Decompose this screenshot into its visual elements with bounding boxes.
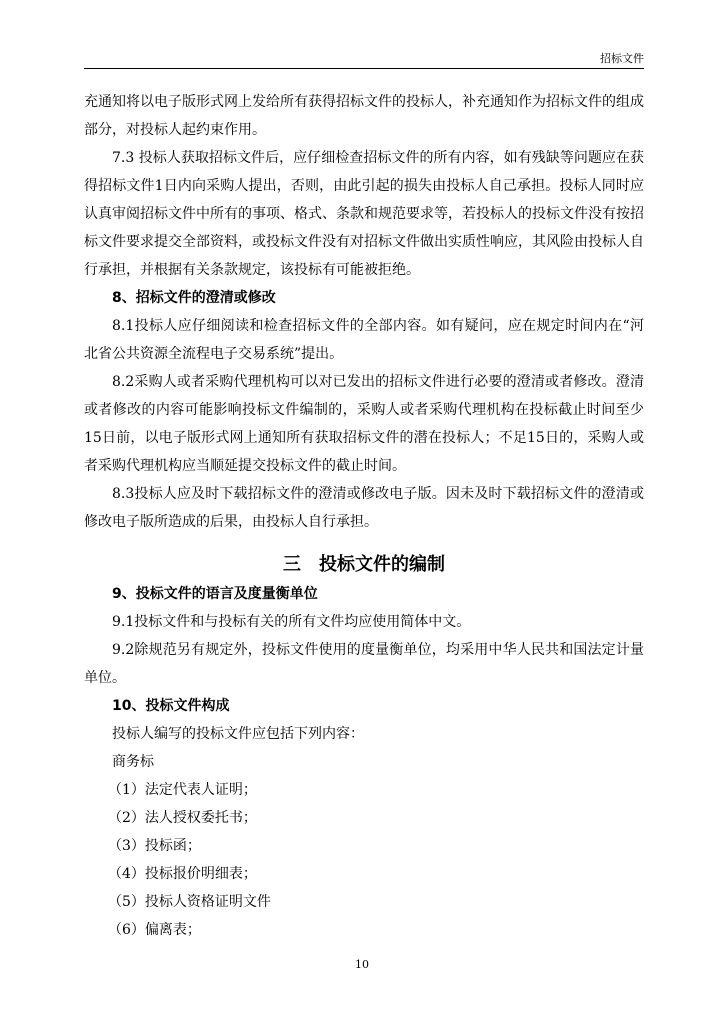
header-title: 招标文件 bbox=[600, 52, 644, 65]
list-item: （2）法人授权委托书； bbox=[108, 810, 257, 826]
paragraph-9-1: 9.1投标文件和与投标有关的所有文件均应使用简体中文。 bbox=[112, 614, 471, 630]
paragraph-7-3: 7.3 投标人获取招标文件后，应仔细检查招标文件的所有内容，如有残缺等问题应在获得招标文件1日内向采购人提出，否则，由此引起的损失由投标人自己承担。投标人同时应认真审阅招标文件中所有的事项、格式、条款和规范要求等，若投标人的投标文件没有按招标文件要求提交全部资料，或投标文件没有对招标文件做出实质性响应，其风险由投标人自行承担，并根据有关条款规定，该投标有可能被拒绝。 bbox=[84, 150, 644, 278]
paragraph-10-intro: 投标人编写的投标文件应包括下列内容： bbox=[112, 726, 364, 742]
paragraph-8-3: 8.3投标人应及时下载招标文件的澄清或修改电子版。因未及时下载招标文件的澄清或修改电子版所造成的后果，由投标人自行承担。 bbox=[84, 486, 644, 530]
paragraph-8-2: 8.2采购人或者采购代理机构可以对已发出的招标文件进行必要的澄清或者修改。澄清或者修改的内容可能影响投标文件编制的，采购人或者采购代理机构在投标截止时间至少15日前，以电子版形式网上通知所有获取招标文件的潜在投标人；不足15日的，采购人或者采购代理机构应当顺延提交投标文件的截止时间。 bbox=[84, 374, 644, 474]
paragraph-business-bid: 商务标 bbox=[112, 754, 154, 770]
chapter-title: 三 投标文件的编制 bbox=[283, 554, 445, 575]
section-heading-9: 9、投标文件的语言及度量衡单位 bbox=[112, 586, 318, 602]
list-item: （5）投标人资格证明文件 bbox=[108, 894, 271, 910]
list-item: （4）投标报价明细表； bbox=[108, 866, 257, 882]
list-item: （1）法定代表人证明； bbox=[108, 782, 257, 798]
list-item: （3）投标函； bbox=[108, 838, 201, 854]
section-heading-10: 10、投标文件构成 bbox=[112, 698, 230, 714]
list-item: （6）偏离表； bbox=[108, 922, 201, 938]
document-body bbox=[84, 88, 644, 944]
page-number: 10 bbox=[355, 958, 369, 971]
paragraph-continuation: 充通知将以电子版形式网上发给所有获得招标文件的投标人，补充通知作为招标文件的组成部分，对投标人起约束作用。 bbox=[84, 94, 644, 138]
paragraph-8-1: 8.1投标人应仔细阅读和检查招标文件的全部内容。如有疑问，应在规定时间内在“河北省公共资源全流程电子交易系统”提出。 bbox=[84, 318, 644, 362]
paragraph-9-2: 9.2除规范另有规定外，投标文件使用的度量衡单位，均采用中华人民共和国法定计量单位。 bbox=[84, 642, 644, 686]
page-header bbox=[84, 52, 644, 69]
section-heading-8: 8、招标文件的澄清或修改 bbox=[112, 290, 276, 306]
